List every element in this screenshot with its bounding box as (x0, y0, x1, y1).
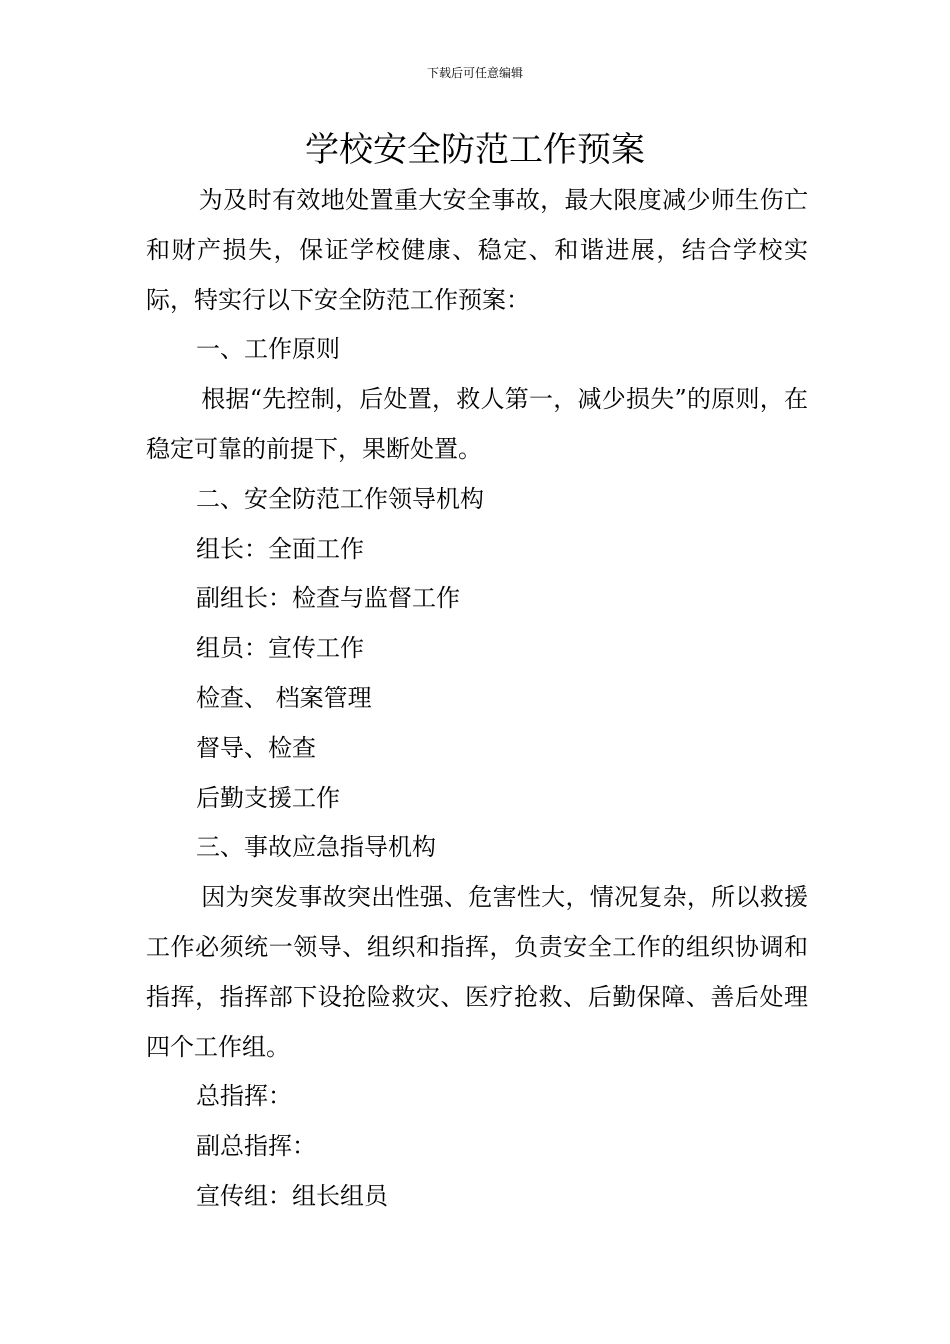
document-body (146, 176, 808, 1222)
section-heading-leadership: 二、安全防范工作领导机构 (196, 484, 484, 513)
leader-line: 组长：全面工作 (196, 534, 364, 563)
download-note: 下载后可任意编辑 (426, 66, 523, 80)
inspection-archive-line: 检查、 档案管理 (196, 683, 372, 712)
intro-paragraph: 为及时有效地处置重大安全事故，最大限度减少师生伤亡和财产损失，保证学校健康、稳定、和谐进展，结合学校实际，特实行以下安全防范工作预案： (146, 186, 808, 314)
deputy-leader-line: 副组长：检查与监督工作 (196, 584, 460, 613)
document-title: 学校安全防范工作预案 (305, 130, 645, 170)
publicity-group-line: 宣传组：组长组员 (196, 1181, 388, 1210)
logistics-line: 后勤支援工作 (196, 783, 340, 812)
member-line: 组员：宣传工作 (196, 634, 364, 663)
deputy-commander-line: 副总指挥： (196, 1132, 316, 1161)
section-heading-principles: 一、工作原则 (196, 335, 340, 364)
emergency-paragraph: 因为突发事故突出性强、危害性大，情况复杂，所以救援工作必须统一领导、组织和指挥，负责安全工作的组织协调和指挥，指挥部下设抢险救灾、医疗抢救、后勤保障、善后处理四个工作组。 (146, 883, 808, 1061)
section-heading-emergency: 三、事故应急指导机构 (196, 833, 436, 862)
commander-line: 总指挥： (196, 1082, 292, 1111)
supervision-line: 督导、检查 (196, 733, 316, 762)
principles-paragraph: 根据“先控制，后处置，救人第一，减少损失”的原则，在稳定可靠的前提下，果断处置。 (146, 385, 808, 463)
